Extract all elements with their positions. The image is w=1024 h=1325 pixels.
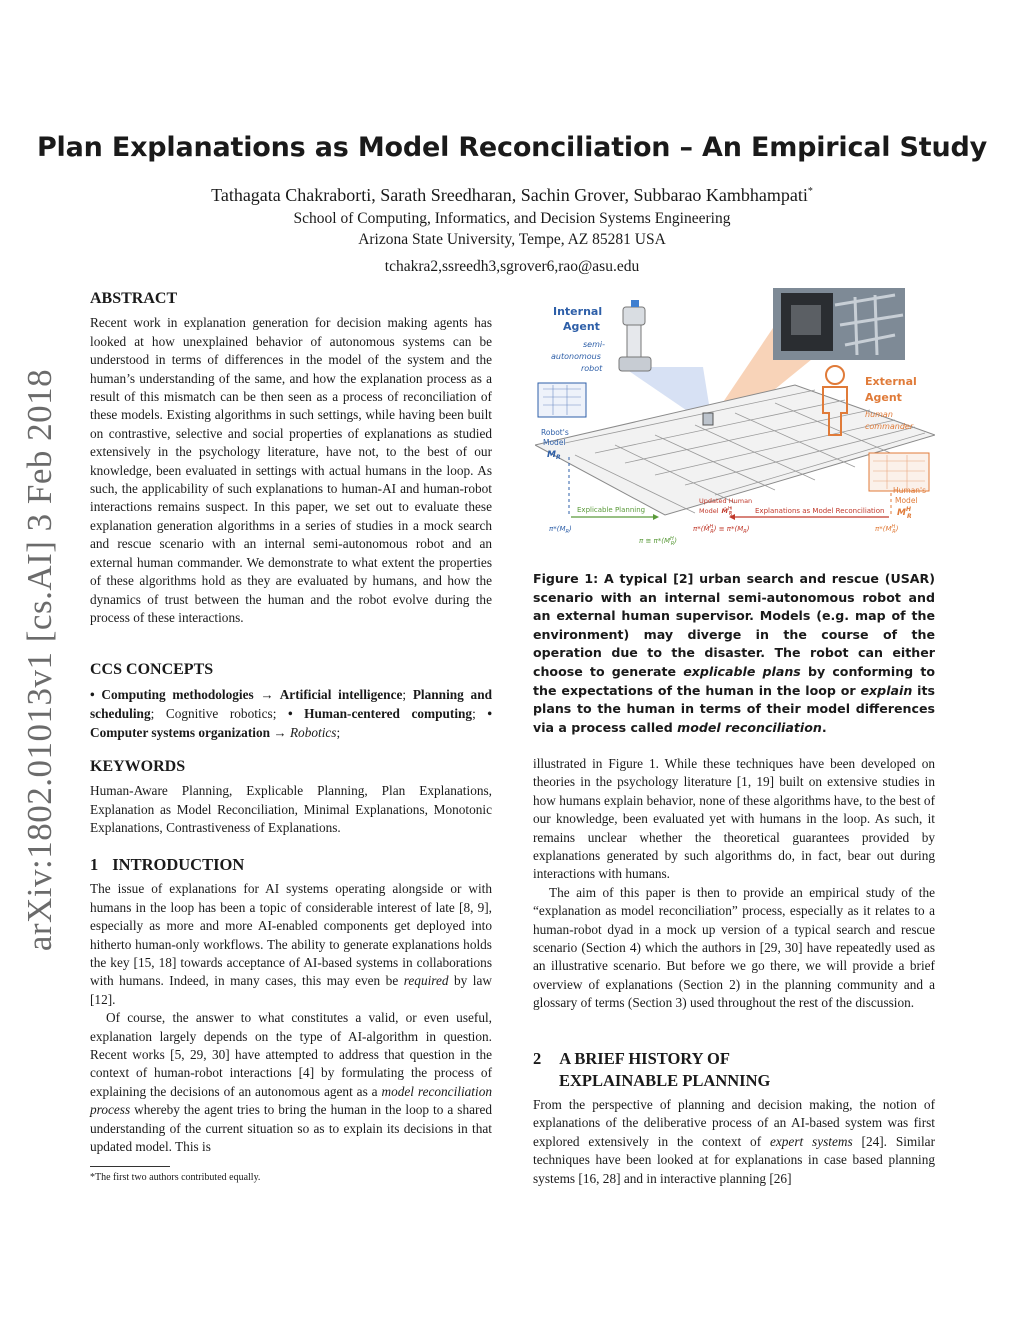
right-column-text bbox=[533, 755, 935, 1013]
robots-model-map bbox=[538, 383, 586, 417]
updated-model-label-2: Model M̂$^H$ R bbox=[699, 506, 733, 517]
pi-explicable: π ≅ $\pi*(M^H$ R) bbox=[639, 536, 677, 547]
abstract-section bbox=[90, 290, 492, 627]
intro-paragraph-2: Of course, the answer to what constitutes a valid, or even useful, explanation largely depends on the type of AI-algorithm in question. Recent works [5, 29, 30] have attempted to address that question in the context of human-robot interactions [4] by formulating the process of explaining the decisions of an autonomous agent as a model reconciliation process whereby the agent tries to bring the human in the loop to a shared understanding of the current situation so as to explain its decisions in that updated model. This is bbox=[90, 1010, 492, 1155]
keywords-heading: KEYWORDS bbox=[90, 758, 186, 775]
figure-usar-scenario bbox=[535, 285, 935, 553]
pi-robot-model: $\pi*(M_R)$ bbox=[549, 525, 572, 535]
figure-caption: Figure 1: A typical [2] urban search and rescue (USAR) scenario with an internal semi-autonomous robot and an external human supervisor. Models (e.g. map of the environment) may diverge in the course of the operation due to the disaster. The robot can either choose to generate explicable plans by conforming to the expectations of the human in the loop or explain its plans to the human in terms of their model differences via a process called model reconciliation. bbox=[533, 571, 936, 735]
equal-contribution-mark: * bbox=[807, 186, 813, 197]
ccs-heading: CCS CONCEPTS bbox=[90, 661, 214, 678]
updated-model-label-1: Updated Human bbox=[699, 497, 753, 505]
robots-model-label-1: Robot's bbox=[541, 428, 569, 437]
human-head bbox=[826, 366, 844, 384]
human-desc-2: commander bbox=[865, 422, 914, 431]
robot-desc-3: robot bbox=[581, 364, 603, 373]
keywords-section bbox=[90, 758, 492, 838]
intro-paragraph-1: The issue of explanations for AI systems operating alongside or with humans in the loop has been a topic of considerable interest of late [8, 9], especially as more and more AI-enabled components get deployed into hitherto human-only workflows. The ability to generate explanations holds the key [15, 18] towards acceptance of AI-based systems in collaborations with humans. Indeed, in many cases, this may even be required by law [12]. bbox=[90, 881, 492, 1007]
affiliation-school: School of Computing, Informatics, and Decision Systems Engineering bbox=[293, 210, 731, 227]
robot-base bbox=[619, 357, 651, 371]
agent-label-internal: Agent bbox=[563, 320, 600, 333]
humans-model-symbol: $M^H$ R bbox=[897, 506, 912, 520]
history-paragraph-1: From the perspective of planning and decision making, the notion of explanations of the deliberative process of an AI-based system was first explored extensively in the context of expert systems [24]. Similar techniques have been looked at for explanations in case based planning systems [16, 28] and in interactive planning [26] bbox=[533, 1097, 935, 1186]
abstract-text: Recent work in explanation generation for decision making agents has looked at how unexplained behavior of autonomous systems can be understood in terms of differences in the model of the system and the human’s understanding of the same, and how the explanation process as a result of this mismatch can be then seen as a process of reconciliation of these models. Existing algorithms in such settings, while having been built on contrastive, selective and social properties of explanations as studied extensively in the psychology literature, have not, to the best of our knowledge, been evaluated in settings with actual humans in the loop. As such, the applicability of such explanations to human-AI and human-robot interactions remains suspect. In this paper, we set out to evaluate these explanation generation algorithms in a series of studies in a mock search and rescue scenario with an internal semi-autonomous robot and an external human commander. We demonstrate to what extent the properties of these algorithms hold as they are evaluated by humans, and how the dynamics of trust between the human and the robot evolve during the process of these interactions. bbox=[90, 315, 492, 625]
footnote-rule bbox=[90, 1166, 170, 1167]
humans-model-label-2: Model bbox=[895, 496, 918, 505]
explicable-arrowhead bbox=[653, 514, 659, 520]
pi-human-model: $\pi*(M^H$ R) bbox=[875, 524, 899, 535]
floor-map bbox=[535, 385, 935, 515]
section-2-heading: 2 A BRIEF HISTORY OF EXPLAINABLE PLANNING bbox=[533, 1049, 771, 1090]
introduction-heading: 1 INTRODUCTION bbox=[90, 855, 245, 874]
robot-desc-2: autonomous bbox=[551, 352, 601, 361]
abstract-heading: ABSTRACT bbox=[90, 290, 178, 307]
intro-paragraph-3: illustrated in Figure 1. While these techniques have been developed on theories in the psychology literature [1, 19] built on extensive studies in how humans explain behavior, none of these algorithms have, to the best of our knowledge, been evaluated yet with humans in the loop. As such, it remains unclear whether the theoretical guarantees provided by explanations generated by such algorithms do, in fact, bear out during interactions with humans. bbox=[533, 756, 935, 882]
robot-on-map bbox=[703, 413, 713, 425]
explanations-label: Explanations as Model Reconciliation bbox=[755, 507, 885, 515]
internal-label: Internal bbox=[553, 305, 603, 318]
section-2-text bbox=[533, 1096, 935, 1188]
human-desc-1: human bbox=[865, 410, 893, 419]
robots-model-label-2: Model bbox=[543, 438, 566, 447]
camera-feed-doorway bbox=[791, 305, 821, 335]
external-label: External bbox=[865, 375, 917, 388]
ccs-text: • Computing methodologies → Artificial intelligence; Planning and scheduling; Cognitive robotics; • Human-centered computing; • Computer systems organization → Robotics; bbox=[90, 687, 492, 740]
robot-sensor bbox=[631, 300, 639, 307]
introduction-section bbox=[90, 856, 492, 1157]
author-list: Tathagata Chakraborti, Sarath Sreedharan, Sachin Grover, Subbarao Kambhampati* bbox=[211, 185, 813, 205]
robot-head bbox=[623, 307, 645, 325]
robot-body bbox=[627, 325, 641, 357]
explicable-planning-label: Explicable Planning bbox=[577, 506, 646, 514]
keywords-text: Human-Aware Planning, Explicable Planning, Plan Explanations, Explanation as Model Reconciliation, Minimal Explanations, Monotonic Explanations, Contrastiveness of Explanations. bbox=[90, 783, 492, 836]
arxiv-identifier: arXiv:1802.01013v1 [cs.AI] 3 Feb 2018 bbox=[20, 368, 59, 952]
agent-label-external: Agent bbox=[865, 391, 902, 404]
affiliation-university: Arizona State University, Tempe, AZ 85281 USA bbox=[358, 231, 666, 248]
robot-desc-1: semi- bbox=[583, 340, 605, 349]
author-emails: tchakra2,ssreedh3,sgrover6,rao@asu.edu bbox=[384, 258, 640, 275]
footnote: *The first two authors contributed equally. bbox=[90, 1172, 261, 1183]
paper-title: Plan Explanations as Model Reconciliation – An Empirical Study bbox=[36, 132, 988, 163]
ccs-section bbox=[90, 661, 492, 742]
pi-updated-model: π*(M̂$^H$ $R) \equiv \pi*(M_R)$ bbox=[693, 524, 750, 535]
humans-model-label-1: Human's bbox=[893, 486, 927, 495]
intro-paragraph-4: The aim of this paper is then to provide an empirical study of the “explanation as model reconciliation” process, especially as it relates to a human-robot dyad in a mock up version of a typical search and rescue scenario (Section 4) which the authors in [29, 30] have repeatedly used as an illustrative scenario. But before we go there, we will provide a brief overview of explanations (Section 2) in the planning community and a glossary of terms (Section 3) used throughout the rest of the discussion. bbox=[533, 884, 935, 1011]
robots-model-symbol: $M_R$ bbox=[547, 450, 561, 461]
